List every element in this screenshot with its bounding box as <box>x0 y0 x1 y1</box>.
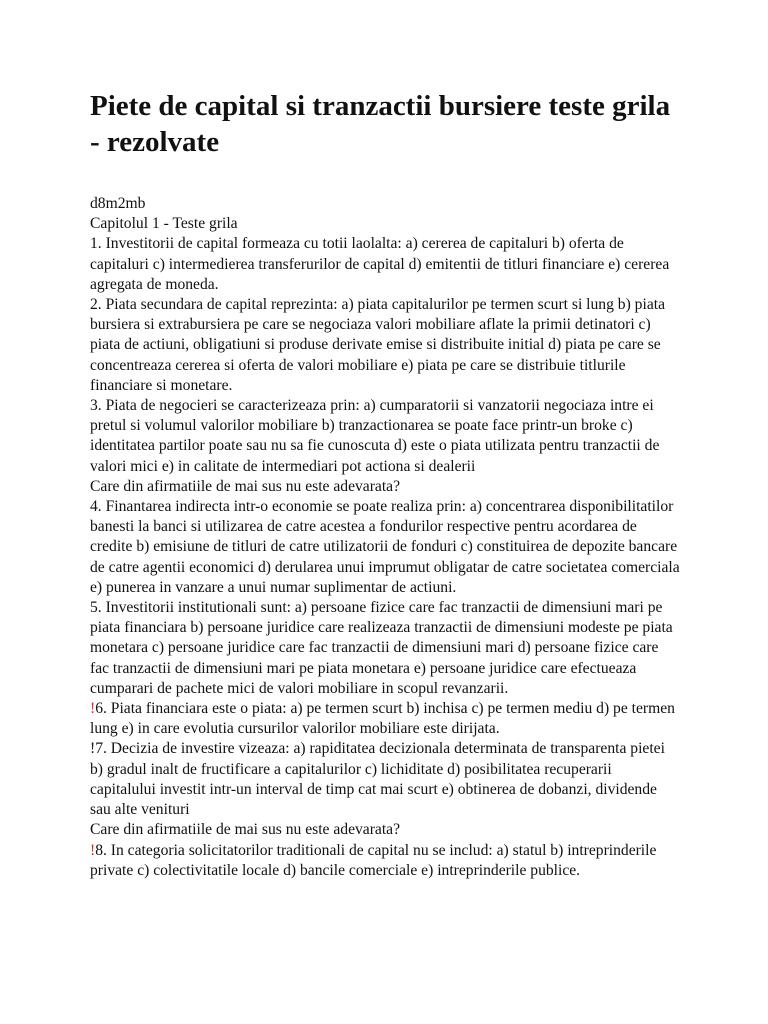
question-item <box>90 699 680 739</box>
question-text: 5. Investitorii institutionali sunt: a) persoane fizice care fac tranzactii de dimensiuni mari pe piata financiara b) persoane juridice care realizeaza tranzactii de dimensiuni modeste pe piata monetara c) persoane juridice care fac tranzactii de dimensiuni mari d) persoane fizice care fac tranzactii de dimensiuni mari pe piata monetara e) persoane juridice care efectueaza cumparari de pachete mici de valori mobiliare in scopul revanzarii. <box>90 599 673 697</box>
question-text: 2. Piata secundara de capital reprezinta: a) piata capitalurilor pe termen scurt si lung b) piata bursiera si extrabursiera pe care se negociaza valori mobiliare aflate la primii detinatori c) piata de actiuni, obligatiuni si produse derivate emise si distribuite initial d) piata pe care se concentreaza cererea si oferta de valori mobiliare e) piata pe care se distribuie titlurile financiare si monetare. <box>90 296 665 394</box>
exclamation-marker: ! <box>90 700 96 718</box>
question-text: 4. Finantarea indirecta intr-o economie se poate realiza prin: a) concentrarea disponibilitatilor banesti la banci si utilizarea de catre acestea a fondurilor respective pentru acordarea de credite b) emisiune de titluri de catre utilizatorii de fonduri c) constituirea de depozite bancare de catre agentii economici d) derularea unui imprumut obligatar de catre societatea comerciala e) punerea in vanzare a unui numar suplimentar de actiuni. <box>90 498 680 596</box>
question-text: !7. Decizia de investire vizeaza: a) rapiditatea decizionala determinata de transparenta pietei b) gradul inalt de fructificare a capitalurilor c) lichiditate d) posibilitatea recuperarii capitalului investit intr-un interval de timp cat mai scurt e) obtinerea de dobanzi, dividende sau alte venituri <box>90 740 665 819</box>
document-code: d8m2mb <box>90 195 146 212</box>
question-text: 6. Piata financiara este o piata: a) pe termen scurt b) inchisa c) pe termen mediu d) pe termen lung e) in care evolutia cursurilor valorilor mobiliare este dirijata. <box>90 700 675 738</box>
document-title: Piete de capital si tranzactii bursiere teste grila - rezolvate <box>90 90 671 158</box>
question-item <box>90 841 680 881</box>
question-item <box>90 396 680 477</box>
chapter-heading: Capitolul 1 - Teste grila <box>90 215 238 233</box>
question-text: 8. In categoria solicitatorilor traditionali de capital nu se includ: a) statul b) intreprinderile private c) colectivitatile locale d) bancile comerciale e) intreprinderile publice. <box>90 841 657 879</box>
exclamation-marker: ! <box>90 841 96 859</box>
question-text: Care din afirmatiile de mai sus nu este adevarata? <box>90 821 401 839</box>
document-page <box>90 88 680 881</box>
question-prompt <box>90 820 680 840</box>
question-item <box>90 598 680 699</box>
question-item <box>90 497 680 598</box>
question-text: 3. Piata de negocieri se caracterizeaza prin: a) cumparatorii si vanzatorii negociaza intre ei pretul si volumul valorilor mobiliare b) tranzactionarea se poate face printr-un broke c) identitatea partilor poate sau nu sa fie cunoscuta d) este o piata utilizata pentru tranzactii de valori mici e) in calitate de intermediari pot actiona si dealerii <box>90 397 660 475</box>
document-body <box>90 194 680 881</box>
question-text: 1. Investitorii de capital formeaza cu totii laolalta: a) cererea de capitaluri b) oferta de capitaluri c) intermedierea transferurilor de capital d) emitentii de titluri financiare e) cererea agregata de moneda. <box>90 235 670 293</box>
question-text: Care din afirmatiile de mai sus nu este adevarata? <box>90 477 401 495</box>
question-item <box>90 295 680 396</box>
question-list <box>90 234 680 881</box>
question-item <box>90 234 680 295</box>
question-item <box>90 739 680 820</box>
question-prompt <box>90 477 680 497</box>
